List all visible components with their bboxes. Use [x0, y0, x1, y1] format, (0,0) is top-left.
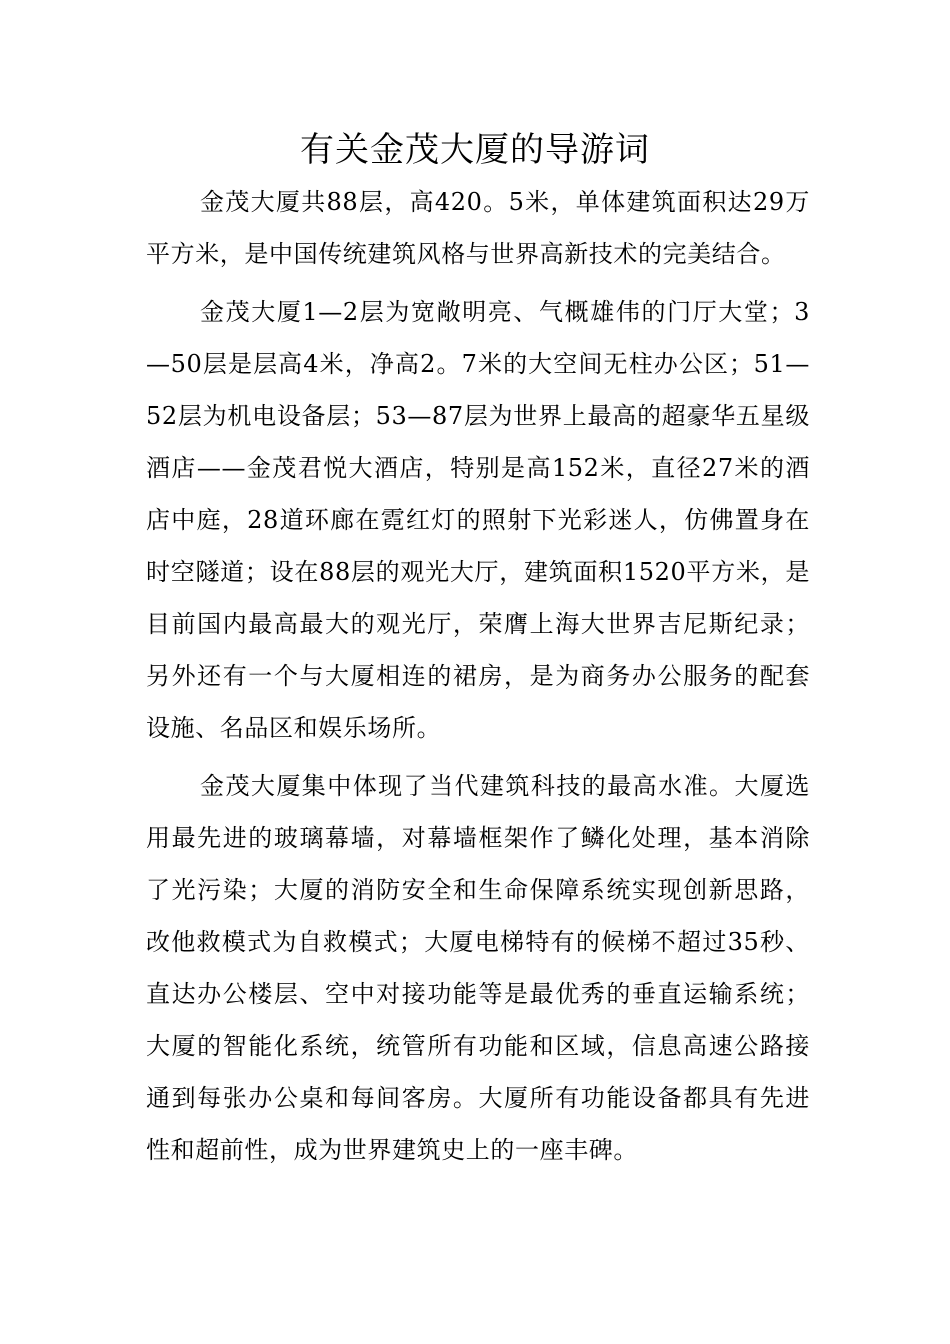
paragraph-1: 金茂大厦共88层，高420。5米，单体建筑面积达29万平方米，是中国传统建筑风格与世界高新技术的完美结合。	[146, 188, 810, 268]
document-title: 有关金茂大厦的导游词	[300, 130, 650, 170]
document-body	[146, 176, 810, 1182]
paragraph-2: 金茂大厦1—2层为宽敞明亮、气概雄伟的门厅大堂；3—50层是层高4米，净高2。7米的大空间无柱办公区；51—52层为机电设备层；53—87层为世界上最高的超豪华五星级酒店——金茂君悦大酒店，特别是高152米，直径27米的酒店中庭，28道环廊在霓红灯的照射下光彩迷人，仿佛置身在时空隧道；设在88层的观光大厅，建筑面积1520平方米，是目前国内最高最大的观光厅，荣膺上海大世界吉尼斯纪录；另外还有一个与大厦相连的裙房，是为商务办公服务的配套设施、名品区和娱乐场所。	[146, 298, 810, 742]
paragraph-3: 金茂大厦集中体现了当代建筑科技的最高水准。大厦选用最先进的玻璃幕墙，对幕墙框架作了鳞化处理，基本消除了光污染；大厦的消防安全和生命保障系统实现创新思路，改他救模式为自救模式；大厦电梯特有的候梯不超过35秒、直达办公楼层、空中对接功能等是最优秀的垂直运输系统；大厦的智能化系统，统管所有功能和区域，信息高速公路接通到每张办公桌和每间客房。大厦所有功能设备都具有先进性和超前性，成为世界建筑史上的一座丰碑。	[146, 772, 810, 1164]
